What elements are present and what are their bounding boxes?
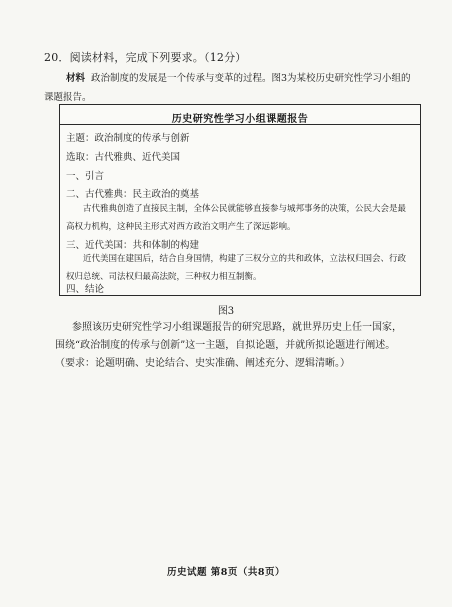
title-divider [60,124,420,125]
page-footer: 历史试题 第8页（共8页） [166,567,286,578]
section-conclusion: 四、结论 [66,284,105,295]
section-america: 三、近代美国：共和体制的构建 [66,240,200,251]
section-athens: 二、古代雅典：民主政治的奠基 [66,189,200,200]
instruction-text: 参照该历史研究性学习小组课题报告的研究思路，就世界历史上任一国家，围绕“政治制度的传承与创新”这一主题，自拟论题，并就所拟论题进行阐述。（要求：论题明确、史论结合、史实准确、阐述充分、逻辑清晰。） [55,322,402,369]
report-topic: 主题：政治制度的传承与创新 [66,133,190,144]
section-intro: 一、引言 [66,171,105,182]
material-label: 材料 [66,73,86,84]
report-box [59,104,421,296]
question-heading: 20．阅读材料，完成下列要求。（12分） [44,51,247,64]
report-selection: 选取：古代雅典、近代美国 [66,152,181,163]
report-title: 历史研究性学习小组课题报告 [171,114,309,125]
figure-caption: 图3 [217,306,235,317]
athens-body: 古代雅典创造了直接民主制，全体公民就能够直接参与城邦事务的决策，公民大会是最高权力机构，这种民主形式对西方政治文明产生了深远影响。 [66,204,407,232]
material-text: 政治制度的发展是一个传承与变革的过程。图3为某校历史研究性学习小组的课题报告。 [44,73,411,103]
america-body: 近代美国在建国后，结合自身国情，构建了三权分立的共和政体，立法权归国会、行政权归总统、司法权归最高法院，三种权力相互制衡。 [66,254,407,282]
material-paragraph [44,69,416,107]
